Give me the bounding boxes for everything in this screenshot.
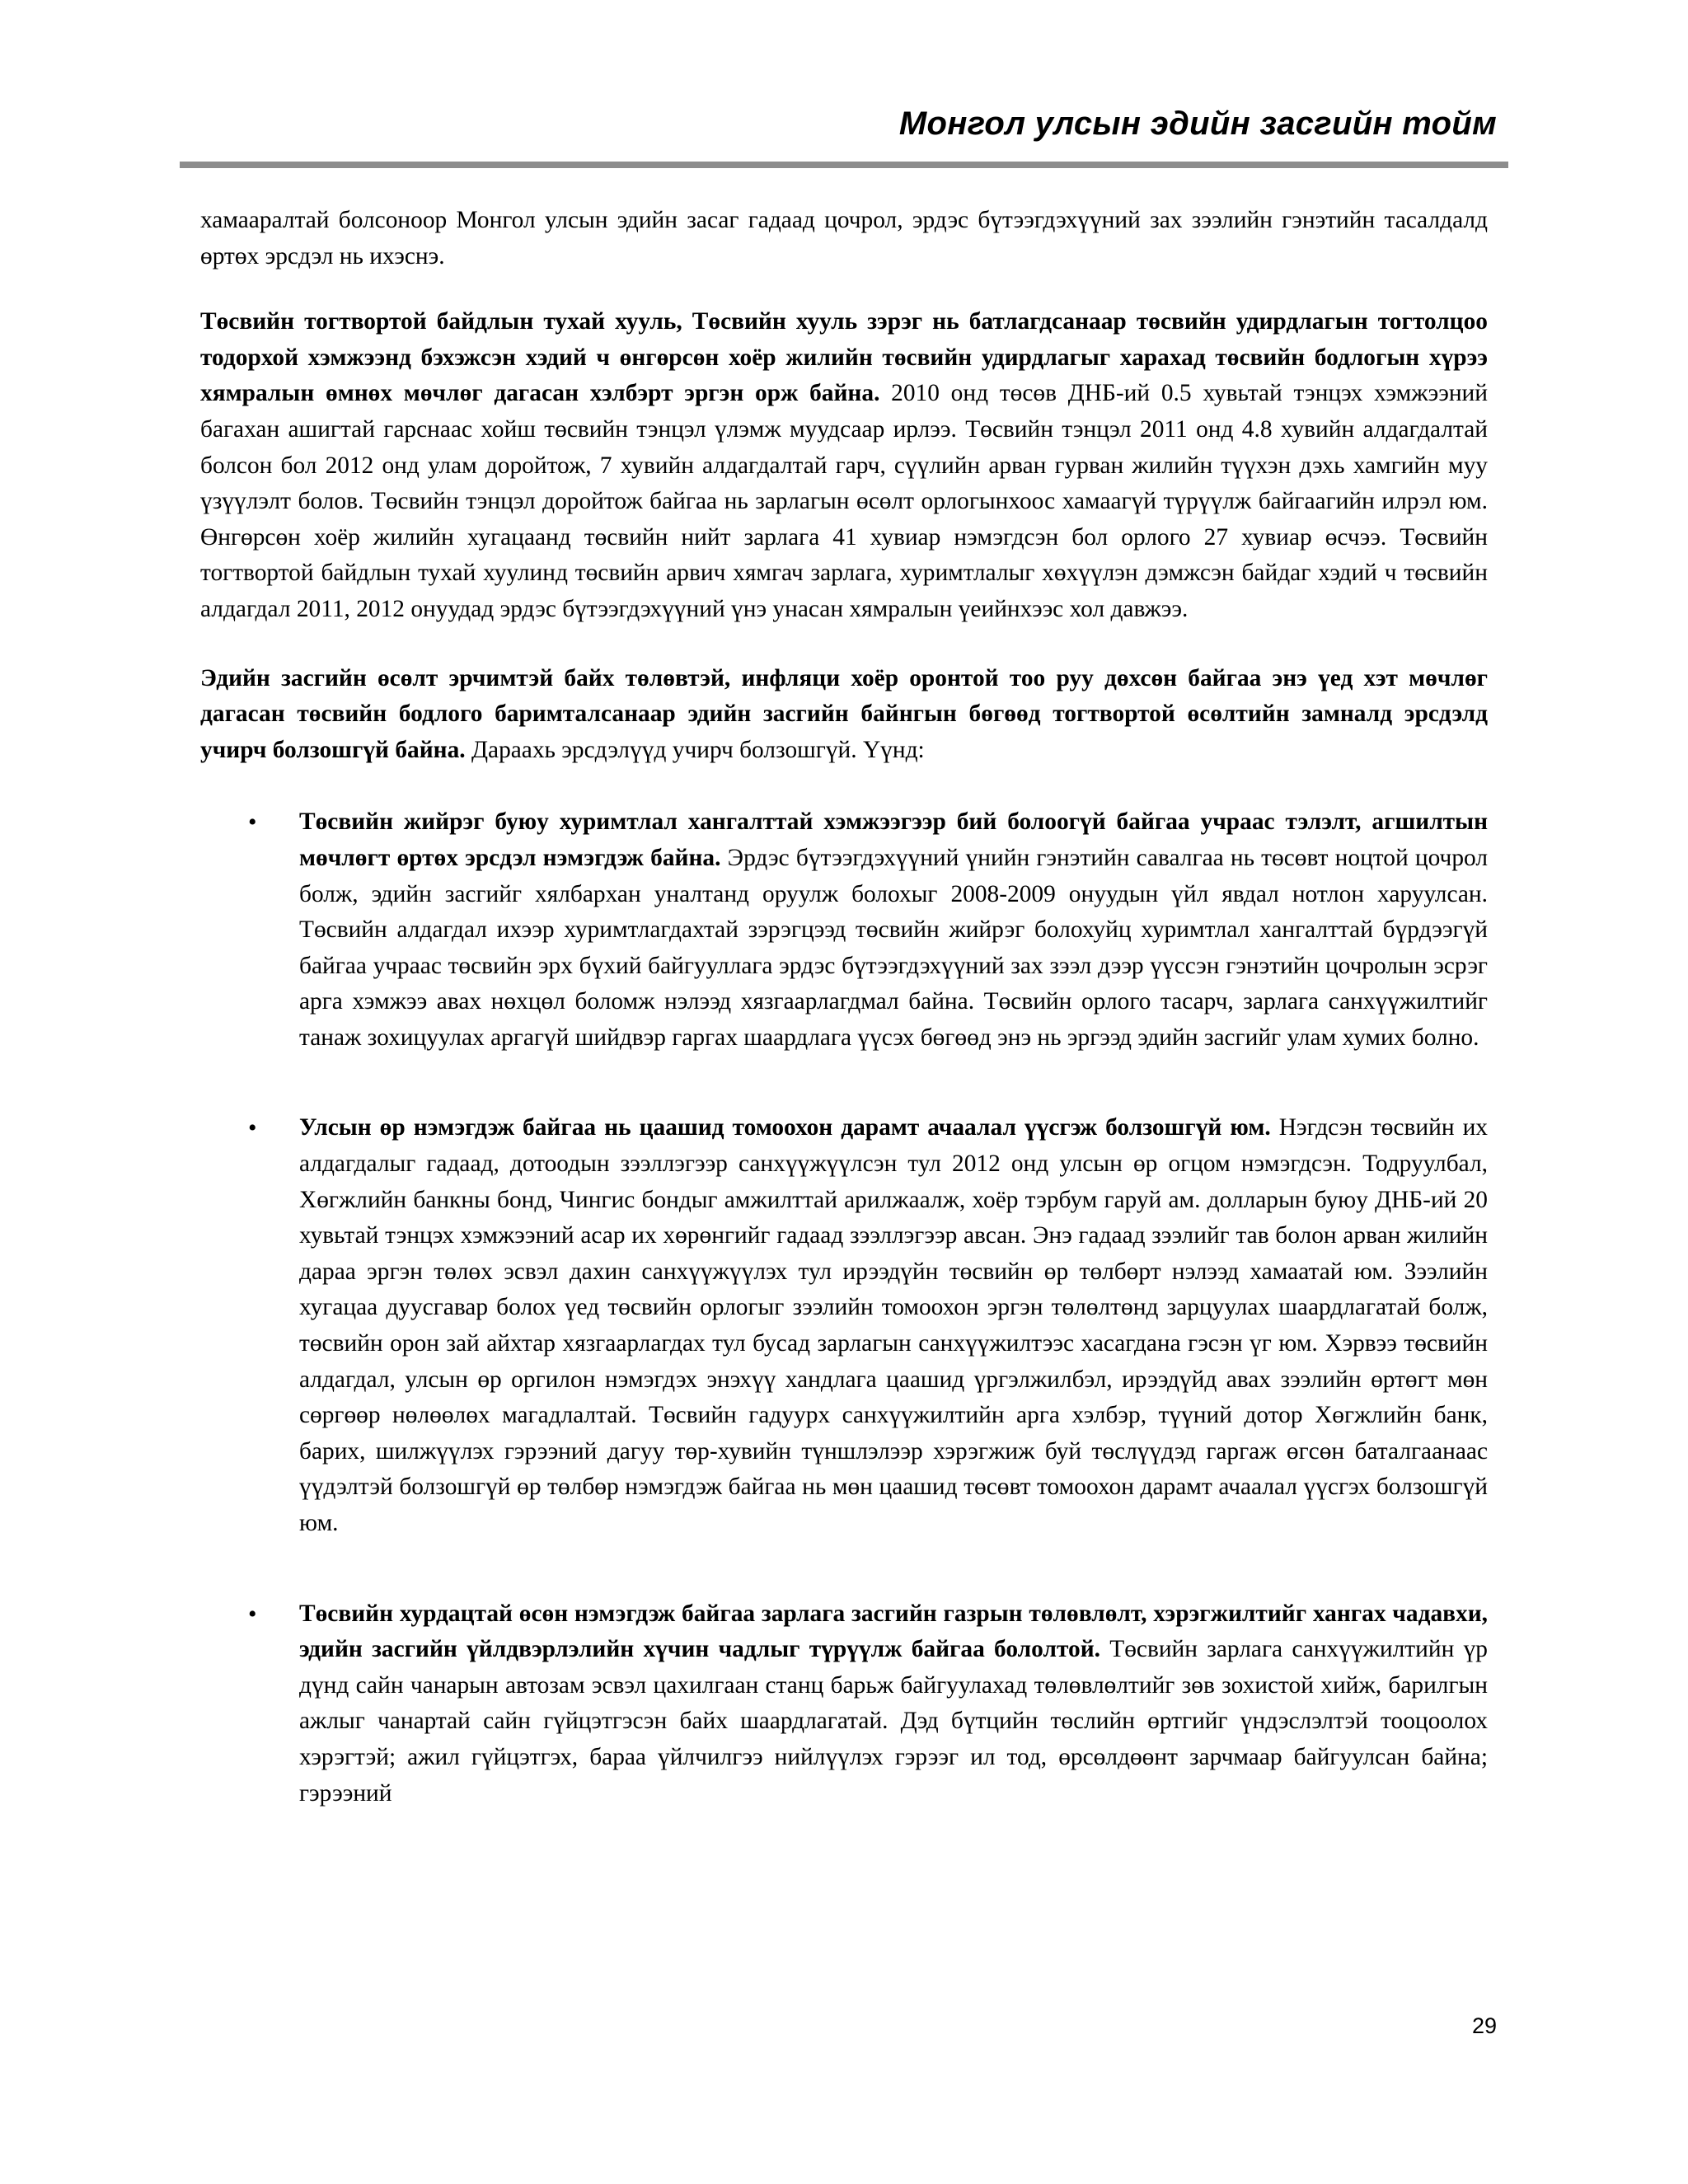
bullet-item-3 <box>200 1596 1488 1812</box>
bullet-dot-icon: • <box>248 1600 257 1628</box>
bullet-list <box>200 804 1488 1811</box>
paragraph-2 <box>200 304 1488 627</box>
paragraph-3-lead: Эдийн засгийн өсөлт эрчимтэй байх төлөвтэй, инфляци хоёр оронтой тоо руу дөхсөн байгаа энэ үед хэт мөчлөг дагасан төсвийн бодлого баримталсанаар эдийн засгийн байнгын бөгөөд тогтвортой өсөлтийн замналд эрсдэлд учирч болзошгүй байна. <box>200 664 1488 763</box>
header-rule <box>180 162 1508 168</box>
bullet-2-paragraph <box>299 1110 1488 1541</box>
bullet-item-2 <box>200 1110 1488 1541</box>
bullet-1-text: Эрдэс бүтээгдэхүүний үнийн гэнэтийн савалгаа нь төсөвт ноцтой цочрол болж, эдийн засгийг хялбархан уналтанд оруулж болохыг 2008-2009 онуудын үйл явдал нотлон харуулсан. Төсвийн алдагдал ихээр хуримтлагдахтай зэрэгцээд төсвийн жийрэг болохуйц хуримтлал хангалттай бүрдээгүй байгаа учраас төсвийн эрх бүхий байгууллага эрдэс бүтээгдэхүүний зах зээл дээр үүссэн гэнэтийн цочролын эсрэг арга хэмжээ авах нөхцөл боломж нэлээд хязгаарлагдмал байна. Төсвийн орлого тасарч, зарлага санхүүжилтийг танаж зохицуулах аргагүй шийдвэр гаргах шаардлага үүсэх бөгөөд энэ нь эргээд эдийн засгийг улам хумих болно. <box>299 844 1488 1051</box>
paragraph-1 <box>200 203 1488 274</box>
bullet-3-lead: Төсвийн хурдацтай өсөн нэмэгдэж байгаа зарлага засгийн газрын төлөвлөлт, хэрэгжилтийг хангах чадавхи, эдийн засгийн үйлдвэрлэлийн хүчин чадлыг түрүүлж байгаа бололтой. <box>299 1600 1488 1663</box>
paragraph-2-text: 2010 онд төсөв ДНБ-ий 0.5 хувьтай тэнцэх хэмжээний багахан ашигтай гарснаас хойш төсвийн тэнцэл үлэмж муудсаар ирлээ. Төсвийн тэнцэл 2011 онд 4.8 хувийн алдагдалтай болсон бол 2012 онд улам доройтож, 7 хувийн алдагдалтай гарч, сүүлийн арван гурван жилийн түүхэн дэхь хамгийн муу үзүүлэлт болов. Төсвийн тэнцэл доройтож байгаа нь зарлагын өсөлт орлогынхоос хамаагүй түрүүлж байгаагийн илрэл юм. Өнгөрсөн хоёр жилийн хугацаанд төсвийн нийт зарлага 41 хувиар нэмэгдсэн бол орлого 27 хувиар өсчээ. Төсвийн тогтвортой байдлын тухай хуулинд төсвийн арвич хямгач зарлага, хуримтлалыг хөхүүлэн дэмжсэн байдаг хэдий ч төсвийн алдагдал 2011, 2012 онуудад эрдэс бүтээгдэхүүний үнэ унасан хямралын үеийнхээс хол давжээ. <box>200 380 1489 622</box>
paragraph-1-text: хамааралтай болсоноор Монгол улсын эдийн засаг гадаад цочрол, эрдэс бүтээгдэхүүний зах зээлийн гэнэтийн тасалдалд өртөх эрсдэл нь ихэснэ. <box>200 207 1488 269</box>
bullet-2-lead: Улсын өр нэмэгдэж байгаа нь цаашид томоохон дарамт ачаалал үүсгэж болзошгүй юм. <box>299 1114 1271 1141</box>
body-text <box>200 203 1488 1811</box>
page-number: 29 <box>1471 2013 1497 2038</box>
bullet-dot-icon: • <box>248 808 257 837</box>
paragraph-2-lead: Төсвийн тогтвортой байдлын тухай хууль, Төсвийн хууль зэрэг нь батлагдсанаар төсвийн удирдлагын тогтолцоо тодорхой хэмжээнд бэхэжсэн хэдий ч өнгөрсөн хоёр жилийн төсвийн удирдлагыг харахад төсвийн бодлогын хүрээ хямралын өмнөх мөчлөг дагасан хэлбэрт эргэн орж байна. <box>200 308 1488 407</box>
paragraph-3-text: Дараахь эрсдэлүүд учирч болзошгүй. Үүнд: <box>465 736 925 763</box>
bullet-2-text: Нэгдсэн төсвийн их алдагдалыг гадаад, дотоодын зээллэгээр санхүүжүүлсэн тул 2012 онд улсын өр огцом нэмэгдсэн. Тодруулбал, Хөгжлийн банкны бонд, Чингис бондыг амжилттай арилжаалж, хоёр тэрбум гаруй ам. долларын буюу ДНБ-ий 20 хувьтай тэнцэх хэмжээний асар их хөрөнгийг гадаад зээллэгээр авсан. Энэ гадаад зээлийг тав болон арван жилийн дараа эргэн төлөх эсвэл дахин санхүүжүүлэх тул ирээдүйн төсвийн өр төлбөрт нэлээд хамаатай юм. Зээлийн хугацаа дуусгавар болох үед төсвийн орлогыг зээлийн томоохон эргэн төлөлтөнд зарцуулах шаардлагатай болж, төсвийн орон зай айхтар хязгаарлагдах тул бусад зарлагын санхүүжилтээс хасагдана гэсэн үг юм. Хэрвээ төсвийн алдагдал, улсын өр оргилон нэмэгдэх энэхүү хандлага цаашид үргэлжилбэл, ирээдүйд авах зээлийн өртөгт мөн сөргөөр нөлөөлөх магадлалтай. Төсвийн гадуурх санхүүжилтийн арга хэлбэр, түүний дотор Хөгжлийн банк, барих, шилжүүлэх гэрээний дагуу төр-хувийн түншлэлээр хэрэгжиж буй төслүүдэд гаргаж өгсөн баталгаанаас үүдэлтэй болзошгүй өр төлбөр нэмэгдэж байгаа нь мөн цаашид төсөвт томоохон дарамт ачаалал үүсгэх болзошгүй юм. <box>299 1114 1489 1536</box>
bullet-3-text: Төсвийн зарлага санхүүжилтийн үр дүнд сайн чанарын автозам эсвэл цахилгаан станц барьж байгуулахад төлөвлөлтийг зөв зохистой хийж, барилгын ажлыг чанартай сайн гүйцэтгэсэн байх шаардлагатай. Дэд бүтцийн төслийн өртгийг үндэслэлтэй тооцоолох хэрэгтэй; ажил гүйцэтгэх, бараа үйлчилгээ нийлүүлэх гэрээг ил тод, өрсөлдөөнт зарчмаар байгуулсан байна; гэрээний <box>299 1636 1488 1807</box>
paragraph-3 <box>200 661 1488 769</box>
running-header-title: Монгол улсын эдийн засгийн тойм <box>898 105 1497 142</box>
bullet-1-paragraph <box>299 804 1488 1056</box>
bullet-item-1 <box>200 804 1488 1056</box>
bullet-3-paragraph <box>299 1596 1488 1812</box>
bullet-dot-icon: • <box>248 1114 257 1142</box>
bullet-1-lead: Төсвийн жийрэг буюу хуримтлал хангалттай хэмжээгээр бий болоогүй байгаа учраас тэлэлт, агшилтын мөчлөгт өртөх эрсдэл нэмэгдэж байна. <box>299 808 1488 871</box>
